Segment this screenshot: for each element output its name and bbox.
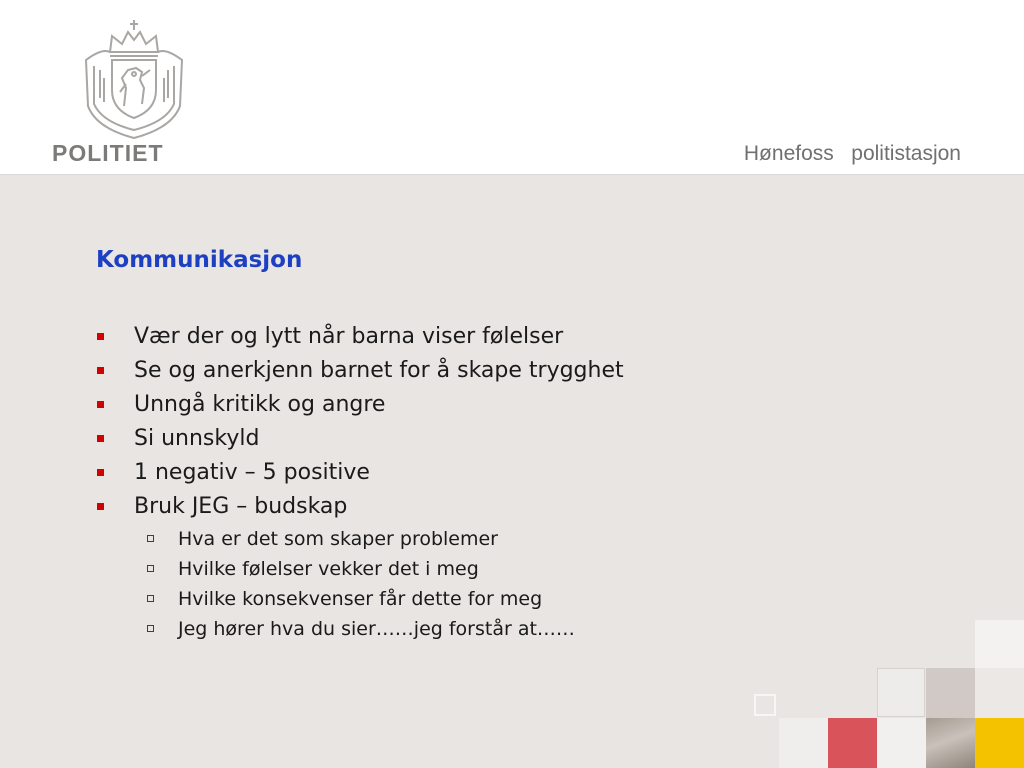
decorative-tile <box>975 668 1024 718</box>
slide-title: Kommunikasjon <box>96 247 303 273</box>
bullet-text: Unngå kritikk og angre <box>134 392 386 417</box>
hollow-square-bullet-icon <box>147 625 154 632</box>
decorative-tile <box>926 668 975 718</box>
decorative-tile-photo <box>926 718 975 768</box>
bullet-item <box>96 456 624 490</box>
bullet-item <box>96 388 624 422</box>
slide-header <box>0 0 1024 175</box>
sub-bullet-item <box>96 584 624 614</box>
bullet-item <box>96 354 624 388</box>
sub-bullet-item <box>96 614 624 644</box>
decorative-tile <box>877 718 926 768</box>
bullet-item <box>96 320 624 354</box>
sub-bullet-text: Hva er det som skaper problemer <box>178 528 498 550</box>
bullet-item <box>96 422 624 456</box>
square-bullet-icon <box>97 401 104 408</box>
bullet-item <box>96 490 624 524</box>
square-bullet-icon <box>97 469 104 476</box>
hollow-square-bullet-icon <box>147 595 154 602</box>
politiet-crest-icon <box>82 18 186 140</box>
sub-bullet-group <box>96 524 624 644</box>
square-bullet-icon <box>97 435 104 442</box>
bullet-text: Vær der og lytt når barna viser følelser <box>134 324 564 349</box>
station-name: Hønefoss politistasjon <box>743 142 961 165</box>
bullet-list <box>96 320 624 644</box>
square-bullet-icon <box>97 503 104 510</box>
sub-bullet-item <box>96 524 624 554</box>
politiet-logo-text: POLITIET <box>52 140 164 166</box>
decorative-tile <box>754 694 776 716</box>
sub-bullet-text: Hvilke konsekvenser får dette for meg <box>178 588 543 610</box>
square-bullet-icon <box>97 333 104 340</box>
sub-bullet-text: Hvilke følelser vekker det i meg <box>178 558 479 580</box>
decorative-tile <box>877 668 925 717</box>
bullet-text: Bruk JEG – budskap <box>134 494 348 519</box>
hollow-square-bullet-icon <box>147 535 154 542</box>
bullet-text: 1 negativ – 5 positive <box>134 460 370 485</box>
decorative-tile <box>975 718 1024 768</box>
sub-bullet-text: Jeg hører hva du sier……jeg forstår at…… <box>178 618 575 640</box>
sub-bullet-item <box>96 554 624 584</box>
bullet-text: Si unnskyld <box>134 426 260 451</box>
bullet-text: Se og anerkjenn barnet for å skape trygghet <box>134 358 624 383</box>
decorative-tile <box>828 718 877 768</box>
hollow-square-bullet-icon <box>147 565 154 572</box>
square-bullet-icon <box>97 367 104 374</box>
sub-bullet-list <box>96 524 624 644</box>
decorative-tile <box>779 718 828 768</box>
decorative-tile <box>975 620 1024 668</box>
